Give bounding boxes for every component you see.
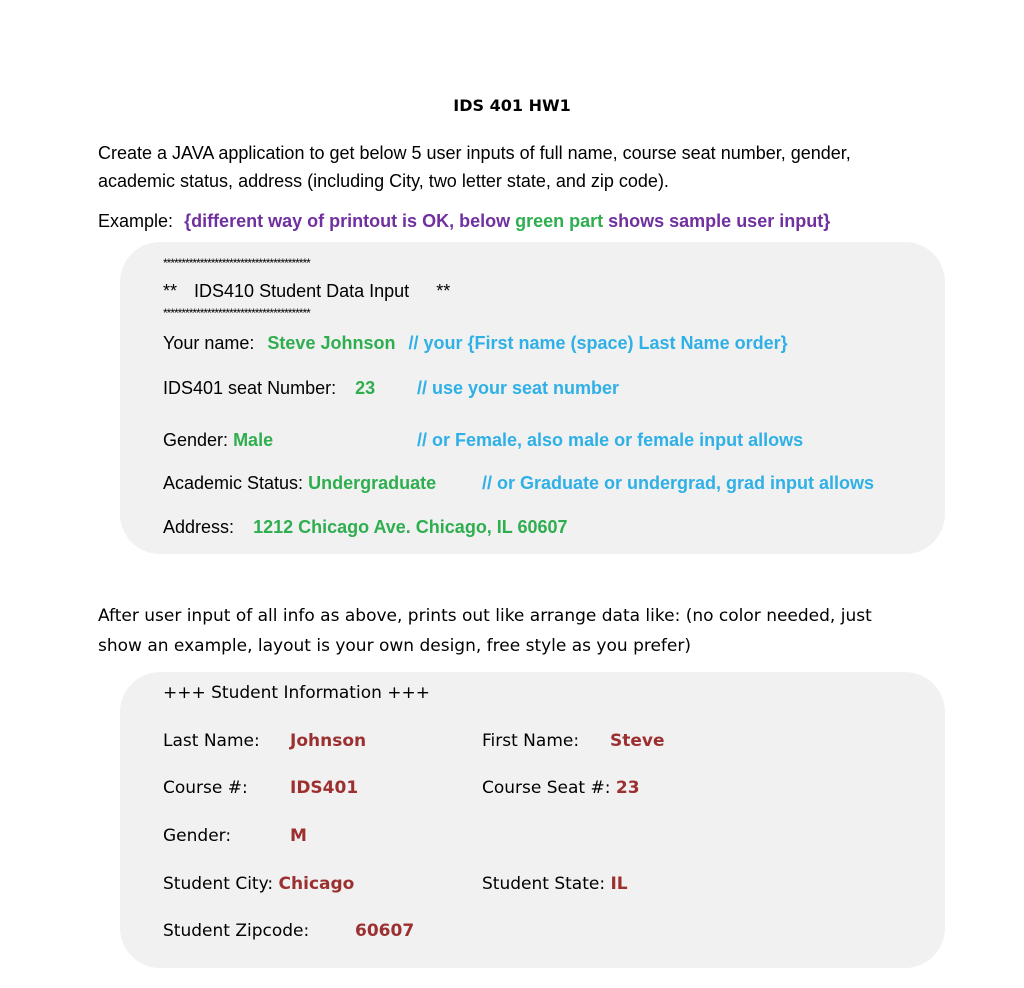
gender-value: Male [233,430,274,450]
name-label: Your name: [163,333,255,353]
status-row [163,473,436,494]
example-line [98,207,830,235]
name-value: Steve Johnson [267,333,396,353]
last-name-label: Last Name: [163,731,260,751]
input-header [163,281,450,302]
seat-comment: // use your seat number [417,378,620,398]
stars-bottom: **************************************** [163,306,310,320]
zip-value: 60607 [355,921,415,941]
gender-out-value: M [290,826,307,846]
state-value: IL [610,874,628,894]
status-label: Academic Status: [163,473,304,493]
course-label: Course #: [163,778,248,798]
first-name-label: First Name: [482,731,580,751]
first-name-value: Steve [610,731,665,751]
course-seat-row [482,778,640,798]
example-label: Example: [98,211,174,231]
page-title: IDS 401 HW1 [453,96,571,115]
last-name-value: Johnson [290,731,367,751]
course-value: IDS401 [290,778,359,798]
city-label: Student City: [163,874,274,894]
address-value: 1212 Chicago Ave. Chicago, IL 60607 [253,517,568,537]
course-seat-label: Course Seat #: [482,778,611,798]
gender-label: Gender: [163,430,229,450]
name-comment: // your {First name (space) Last Name order} [408,333,788,353]
output-header: +++ Student Information +++ [163,683,431,703]
state-row [482,874,628,894]
address-label: Address: [163,517,235,537]
intro-line-2: academic status, address (including City, two letter state, and zip code). [98,171,669,191]
seat-label: IDS401 seat Number: [163,378,337,398]
address-row [163,517,568,538]
stars-top: **************************************** [163,256,310,270]
gender-row [163,430,273,451]
seat-row [163,378,375,399]
city-row [163,874,354,894]
gender-comment: // or Female, also male or female input allows [417,430,804,450]
header-stars-left: ** [163,281,178,301]
name-row [163,333,788,354]
input-header-title: IDS410 Student Data Input [194,281,410,301]
header-stars-right: ** [436,281,451,301]
course-seat-value: 23 [615,778,640,798]
example-text-2: shows sample user input} [608,211,831,231]
gender-out-label: Gender: [163,826,232,846]
intro-line-1: Create a JAVA application to get below 5 user inputs of full name, course seat number, gender, [98,143,851,163]
after-line-1: After user input of all info as above, prints out like arrange data like: (no color needed, just [98,606,872,626]
state-label: Student State: [482,874,606,894]
example-green-part: green part [515,211,604,231]
example-text-1: {different way of printout is OK, below [184,211,511,231]
after-line-2: show an example, layout is your own design, free style as you prefer) [98,636,691,656]
status-value: Undergraduate [308,473,437,493]
zip-label: Student Zipcode: [163,921,310,941]
city-value: Chicago [278,874,355,894]
seat-value: 23 [355,378,376,398]
status-comment: // or Graduate or undergrad, grad input allows [482,473,875,493]
